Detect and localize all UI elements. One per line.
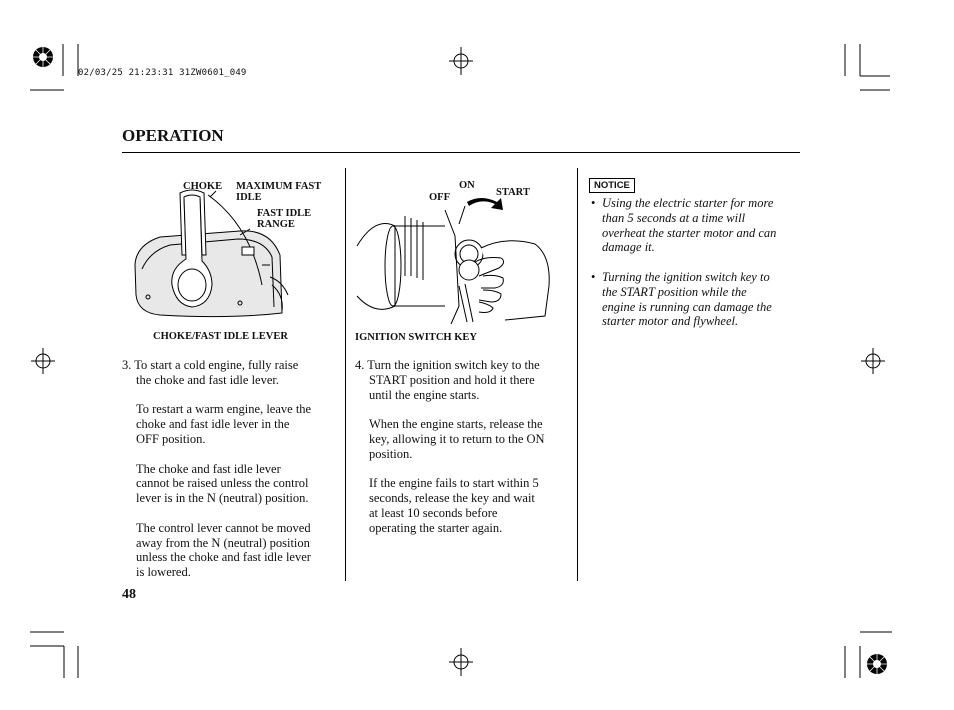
ignition-switch-illustration (355, 196, 555, 326)
label-on: ON (459, 180, 475, 191)
step4-line: seconds, release the key and wait (369, 491, 535, 506)
title-rule (122, 152, 800, 153)
step4-line: operating the starter again. (369, 520, 503, 535)
label-fast-idle-range-1: FAST IDLE (257, 208, 312, 219)
step3-text (122, 358, 342, 580)
step3-line: unless the choke and fast idle lever (136, 550, 311, 565)
page-number: 48 (122, 587, 136, 602)
step4-line: START position and hold it there (369, 372, 535, 387)
notice-line: damage it. (602, 240, 655, 255)
step3-line: away from the N (neutral) position (136, 535, 310, 550)
notice-line: than 5 seconds at a time will (602, 210, 746, 225)
step4-line: until the engine starts. (369, 387, 480, 402)
label-max-fast-idle-2: IDLE (236, 192, 262, 203)
notice-bullets (591, 196, 803, 344)
step4-line: When the engine starts, release the (369, 417, 543, 432)
notice-line: overheat the starter motor and can (602, 225, 777, 240)
starburst-icon-bottom-right (867, 654, 887, 674)
step3-line: OFF position. (136, 431, 206, 446)
bullet-icon: • (591, 269, 596, 284)
step4-line: 4. Turn the ignition switch key to the (355, 358, 540, 372)
step3-line: The control lever cannot be moved (136, 520, 311, 535)
label-choke-fast-idle-lever: CHOKE/FAST IDLE LEVER (153, 331, 288, 342)
notice-bullet (591, 196, 803, 255)
notice-bullet (591, 270, 803, 329)
step3-line: 3. To start a cold engine, fully raise (122, 358, 299, 372)
label-choke: CHOKE (183, 181, 223, 192)
step3-line: lever is in the N (neutral) position. (136, 491, 309, 506)
label-fast-idle-range-2: RANGE (257, 219, 295, 230)
page-title: OPERATION (122, 126, 224, 145)
label-ignition-switch-key: IGNITION SWITCH KEY (355, 332, 477, 343)
notice-badge: NOTICE (589, 178, 635, 193)
step4-line: key, allowing it to return to the ON (369, 431, 545, 446)
step4-line: at least 10 seconds before (369, 505, 498, 520)
rotation-arrow-icon (467, 198, 503, 210)
label-start: START (496, 187, 530, 198)
bullet-icon: • (591, 196, 596, 210)
print-meta: 02/03/25 21:23:31 31ZW0601_049 (78, 68, 247, 78)
choke-lever-illustration (130, 185, 300, 325)
step3-line: the choke and fast idle lever. (136, 372, 279, 387)
label-max-fast-idle-1: MAXIMUM FAST (236, 181, 322, 192)
step3-line: To restart a warm engine, leave the (136, 402, 312, 417)
step4-line: If the engine fails to start within 5 (369, 476, 539, 491)
notice-line: Turning the ignition switch key to (602, 269, 770, 284)
step3-line: choke and fast idle lever in the (136, 417, 290, 432)
column-divider-2 (577, 168, 578, 581)
step4-line: position. (369, 446, 413, 461)
notice-line: the START position while the (602, 284, 747, 299)
label-off: OFF (429, 192, 450, 203)
step3-line: cannot be raised unless the control (136, 476, 309, 491)
notice-line: starter motor and flywheel. (602, 314, 739, 329)
step3-line: is lowered. (136, 565, 191, 580)
step4-text (355, 358, 575, 536)
step3-line: The choke and fast idle lever (136, 461, 281, 476)
notice-line: engine is running can damage the (602, 299, 772, 314)
column-divider-1 (345, 168, 346, 581)
starburst-icon-top-left (33, 47, 53, 67)
notice-line: Using the electric starter for more (602, 196, 774, 210)
